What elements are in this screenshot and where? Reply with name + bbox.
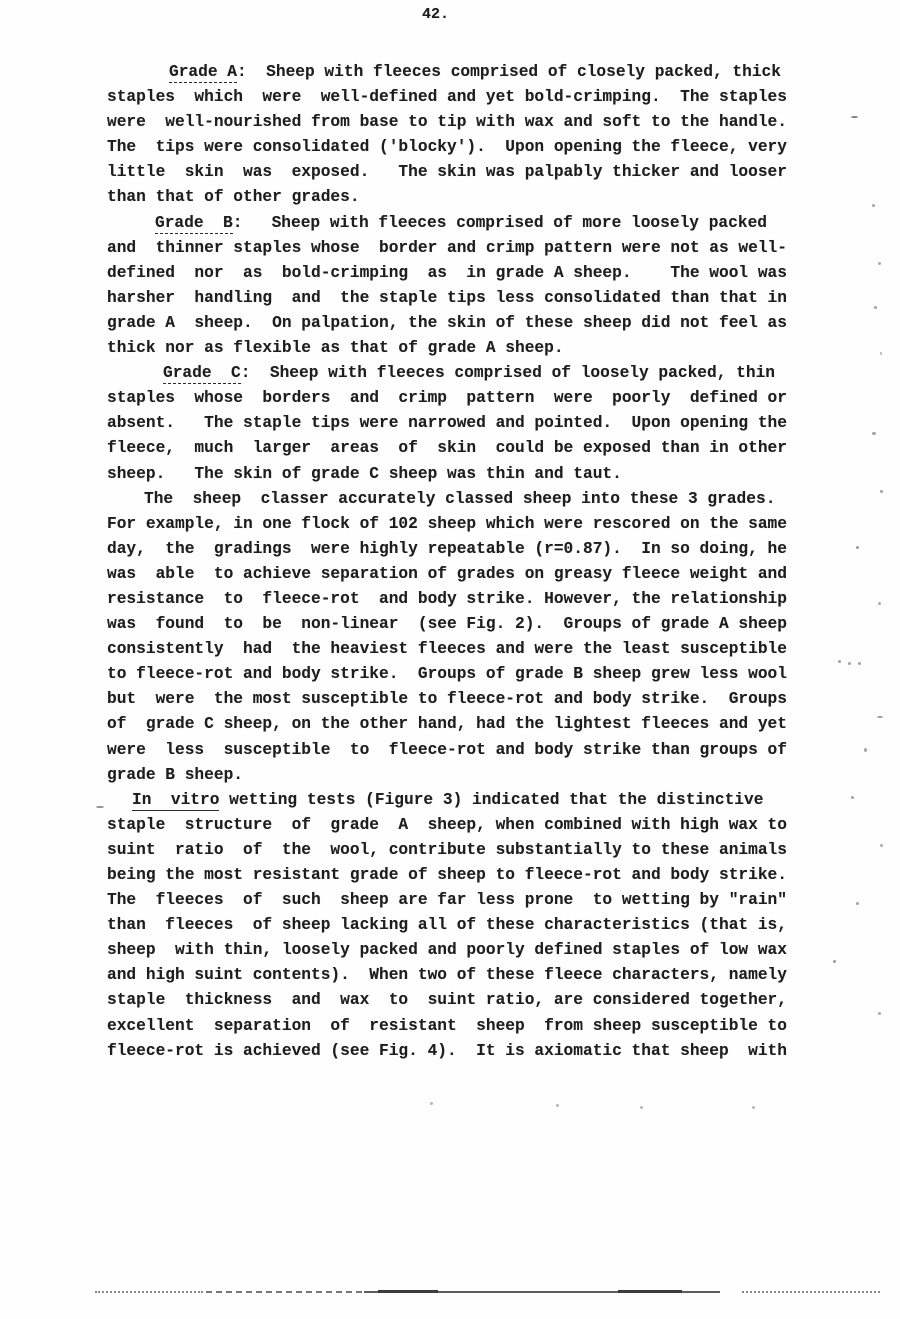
scan-artifact-segment: [378, 1290, 438, 1293]
scan-speck: [851, 796, 854, 799]
text-line: staples which were well-defined and yet bold-crimping. The staples: [107, 88, 787, 107]
text-line: absent. The staple tips were narrowed and pointed. Upon opening the: [107, 414, 787, 433]
text-line: defined nor as bold-crimping as in grade A sheep. The wool was: [107, 263, 787, 282]
scan-speck: [96, 806, 104, 808]
scan-speck: [872, 432, 876, 435]
text-line: fleece, much larger areas of skin could be exposed than in other: [107, 439, 787, 458]
scan-speck: [556, 1104, 559, 1107]
text-run: : Sheep with fleeces comprised of loosely packed, thin: [240, 364, 775, 383]
scan-speck: [878, 1012, 881, 1015]
text-line: [107, 361, 807, 386]
text-line: thick nor as flexible as that of grade A sheep.: [107, 339, 564, 358]
scan-speck: [752, 1106, 755, 1109]
text-line: day, the gradings were highly repeatable (r=0.87). In so doing, he: [107, 539, 787, 558]
paragraph: [107, 788, 807, 1064]
text-line: than that of other grades.: [107, 188, 360, 207]
scan-speck: [848, 662, 851, 665]
text-line: were well-nourished from base to tip with wax and soft to the handle.: [107, 113, 787, 132]
text-line: and high suint contents). When two of these fleece characters, namely: [107, 966, 787, 985]
text-line: was found to be non-linear (see Fig. 2). Groups of grade A sheep: [107, 615, 787, 634]
paragraph: [107, 361, 807, 486]
scan-speck: [856, 902, 859, 905]
scan-speck: [874, 306, 877, 309]
text-line: staple thickness and wax to suint ratio, are considered together,: [107, 991, 787, 1010]
text-line: For example, in one flock of 102 sheep which were rescored on the same: [107, 514, 787, 533]
text-line: than fleeces of sheep lacking all of these characteristics (that is,: [107, 916, 787, 935]
text-line: of grade C sheep, on the other hand, had the lightest fleeces and yet: [107, 715, 787, 734]
scan-artifact-segment: [742, 1291, 880, 1293]
underlined-heading: Grade A: [169, 63, 237, 81]
text-line: resistance to fleece-rot and body strike. However, the relationship: [107, 589, 787, 608]
text-line: was able to achieve separation of grades on greasy fleece weight and: [107, 564, 787, 583]
text-line: [107, 60, 807, 85]
underlined-heading: Grade C: [163, 364, 241, 383]
scan-speck: [838, 660, 841, 663]
paragraph: [107, 60, 807, 211]
scan-speck: [430, 1102, 433, 1105]
text-run: : Sheep with fleeces comprised of closely packed, thick: [237, 63, 781, 81]
scan-speck: [851, 116, 858, 118]
text-line: suint ratio of the wool, contribute substantially to these animals: [107, 840, 787, 859]
text-line: [107, 211, 807, 236]
scan-artifact-segment: [206, 1291, 362, 1293]
text-line: were less susceptible to fleece-rot and body strike than groups of: [107, 740, 787, 759]
scan-speck: [640, 1106, 643, 1109]
text-line: harsher handling and the staple tips less consolidated than that in: [107, 288, 787, 307]
text-line: grade B sheep.: [107, 765, 243, 784]
text-line: but were the most susceptible to fleece-rot and body strike. Groups: [107, 690, 787, 709]
paragraph: [107, 211, 807, 362]
text-run: : Sheep with fleeces comprised of more loosely packed: [232, 213, 767, 232]
text-line: fleece-rot is achieved (see Fig. 4). It is axiomatic that sheep with: [107, 1041, 787, 1060]
paragraph: [107, 487, 807, 788]
text-line: and thinner staples whose border and crimp pattern were not as well-: [107, 238, 787, 257]
scan-speck: [878, 262, 881, 265]
text-line: grade A sheep. On palpation, the skin of these sheep did not feel as: [107, 313, 787, 332]
scan-speck: [880, 844, 883, 847]
scan-speck: [880, 352, 882, 355]
scan-speck: [877, 716, 883, 718]
text-line: sheep with thin, loosely packed and poorly defined staples of low wax: [107, 941, 787, 960]
scan-speck: [872, 204, 875, 207]
scan-speck: [858, 662, 861, 665]
page-number: 42.: [422, 6, 450, 23]
text-run: The sheep classer accurately classed sheep into these 3 grades.: [144, 489, 776, 508]
text-line: staples whose borders and crimp pattern were poorly defined or: [107, 389, 787, 408]
scan-speck: [880, 490, 883, 493]
page-body: [107, 60, 807, 1064]
text-line: sheep. The skin of grade C sheep was thin and taut.: [107, 464, 622, 483]
underlined-heading: Grade B: [155, 213, 233, 232]
text-line: little skin was exposed. The skin was palpably thicker and looser: [107, 163, 787, 182]
text-line: to fleece-rot and body strike. Groups of grade B sheep grew less wool: [107, 665, 787, 684]
text-line: being the most resistant grade of sheep to fleece-rot and body strike.: [107, 866, 787, 884]
text-line: excellent separation of resistant sheep from sheep susceptible to: [107, 1016, 787, 1035]
text-line: The fleeces of such sheep are far less prone to wetting by "rain": [107, 891, 787, 910]
scan-speck: [878, 602, 881, 605]
underlined-heading: In vitro: [132, 790, 220, 809]
scan-speck: [833, 960, 836, 963]
text-line: consistently had the heaviest fleeces and were the least susceptible: [107, 640, 787, 659]
scan-speck: [856, 546, 859, 549]
text-line: [107, 487, 807, 512]
scan-artifact-segment: [618, 1290, 682, 1293]
text-line: [107, 788, 807, 813]
text-line: The tips were consolidated ('blocky'). Upon opening the fleece, very: [107, 138, 787, 157]
text-line: staple structure of grade A sheep, when combined with high wax to: [107, 815, 787, 834]
text-run: wetting tests (Figure 3) indicated that the distinctive: [219, 790, 764, 809]
scan-speck: [864, 748, 867, 752]
scan-artifact-segment: [95, 1291, 203, 1293]
